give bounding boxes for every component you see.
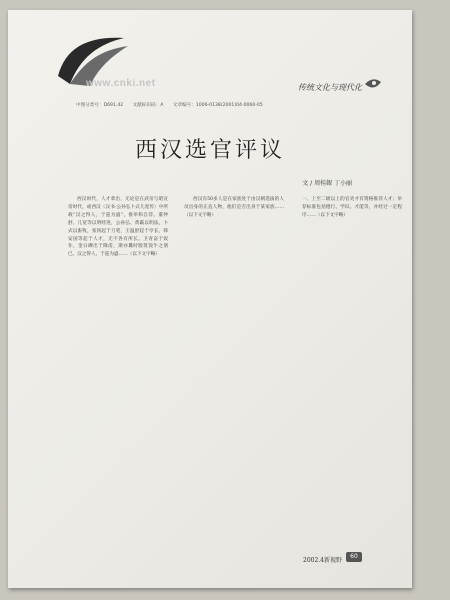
paragraph: 西汉有50多人是在家族处于由汉朝选拔的人员出身的正直人物，他们是否出身于某家族……（以下文字略）	[184, 197, 284, 218]
article-id: 文章编号：1006-0138(2001)04-0060-05	[172, 103, 263, 108]
issue-label: 2002.4新视野	[303, 557, 342, 564]
column-badge-icon	[364, 76, 382, 92]
journal-page	[8, 10, 412, 588]
site-url: www.cnki.net	[86, 78, 156, 89]
journal-column-name: 传统文化与现代化	[298, 83, 362, 92]
body-column-3	[302, 196, 402, 526]
article-metadata	[76, 102, 396, 108]
page-number: 60	[346, 552, 362, 562]
classification-number: 中图分类号：D691.42	[76, 103, 124, 108]
document-code: 文献标识码：A	[132, 103, 164, 108]
article-title: 西汉选官评议	[134, 138, 285, 163]
paragraph: 一、上至二级以上的官吏才有资格推荐人才；举荐标准包括德行、学识、才能等，并经过一定程序……（以下文字略）	[302, 197, 402, 218]
paragraph: 西汉时代，人才辈出，无论是在武帝与昭宣帝时代，或西汉〈汉书·公孙弘卜式儿宽传〉中所载“汉之得人，于兹为盛”，推举和自荐。董仲舒、儿宽等以明经进，公孙弘、黄霸以明法，卜式以畜牧，张汤起于刀笔，王温舒起于亭长，韩安国等起于人才，无不各有所长。卫青奋于奴仆，金日磾出于降虏，斯亦曩时版筑饭牛之朋已。汉之得人，于兹为盛……（以下文字略）	[68, 197, 168, 258]
body-column-1	[68, 196, 168, 526]
article-author: 文 / 周桂銀 丁小丽	[302, 180, 352, 187]
body-column-2	[184, 196, 284, 526]
